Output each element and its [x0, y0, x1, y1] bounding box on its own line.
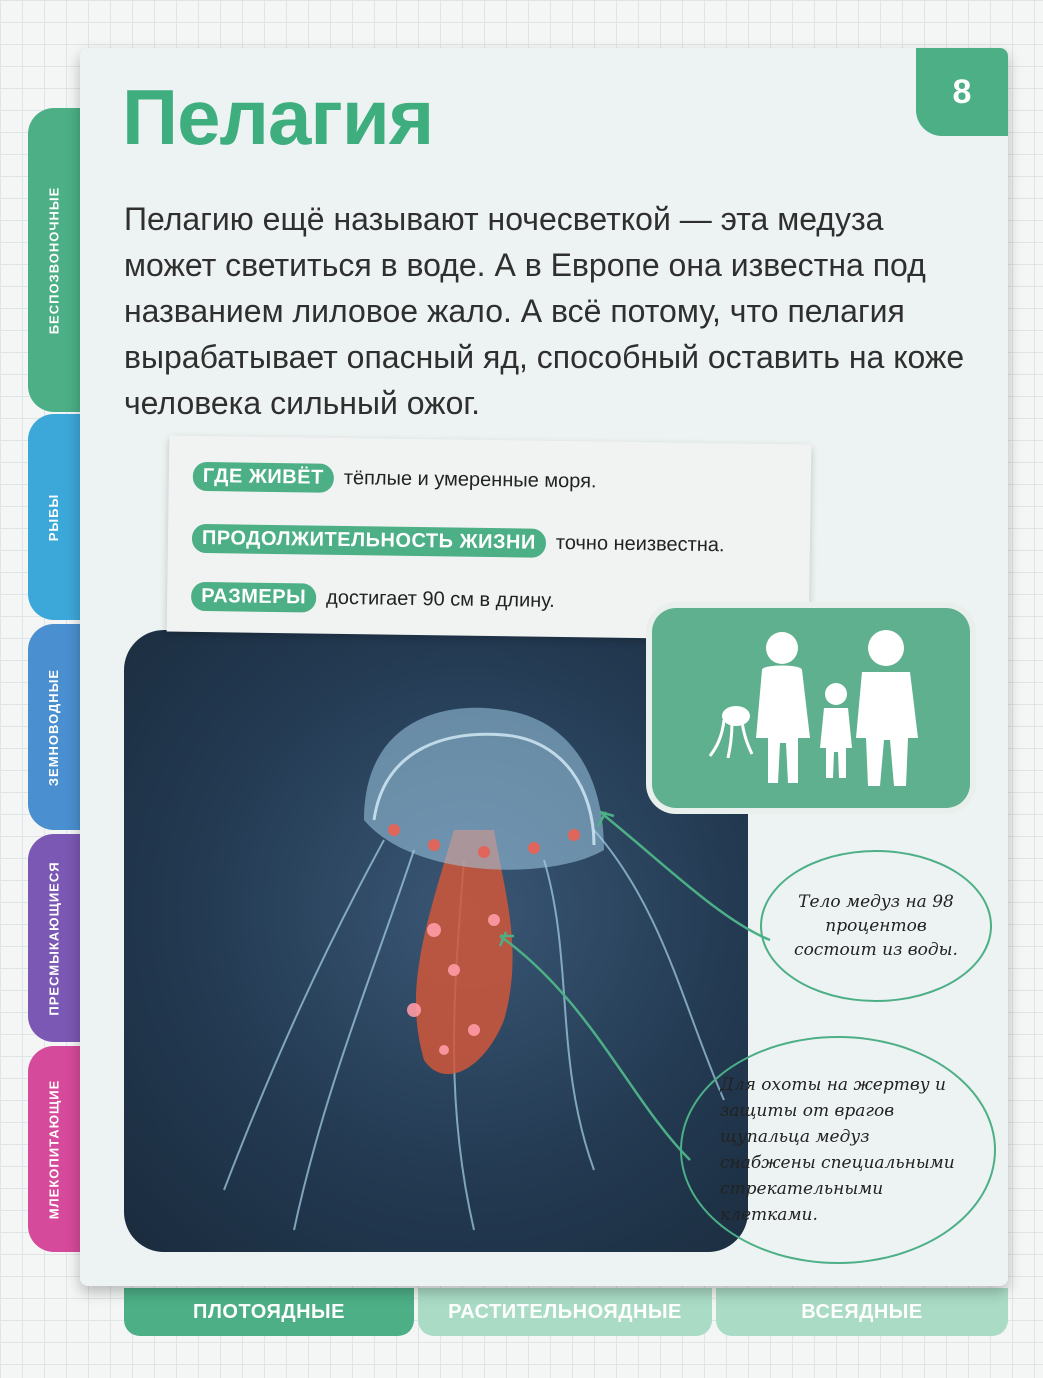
- page-title: Пелагия: [122, 73, 434, 161]
- side-tab-amphibians[interactable]: [28, 624, 80, 830]
- fact-value: тёплые и умеренные моря.: [343, 466, 597, 493]
- side-tab-invertebrates[interactable]: [28, 108, 80, 412]
- fact-habitat: [193, 462, 597, 497]
- callout-water-text: Тело медуз на 98 процентов состоит из воды.: [794, 892, 958, 960]
- side-tab-label: МЛЕКОПИТАЮЩИЕ: [46, 1079, 62, 1219]
- callout-water: [760, 850, 992, 1002]
- side-tab-mammals[interactable]: [28, 1046, 80, 1252]
- side-tab-label: ЗЕМНОВОДНЫЕ: [46, 668, 62, 786]
- callout-tentacles-text: Для охоты на жертву и защиты от врагов щупальца медуз снабжены специальными стрекательными клетками.: [720, 1075, 955, 1225]
- callout-tentacles: [680, 1036, 996, 1264]
- fact-label: ПРОДОЛЖИТЕЛЬНОСТЬ ЖИЗНИ: [192, 524, 546, 558]
- size-comparison-card: [652, 608, 970, 808]
- page-number-badge: 8: [916, 48, 1008, 136]
- tab-omnivores[interactable]: ВСЕЯДНЫЕ: [716, 1288, 1008, 1336]
- side-tab-fish[interactable]: [28, 414, 80, 620]
- fact-size: [191, 582, 555, 616]
- tab-herbivores[interactable]: РАСТИТЕЛЬНОЯДНЫЕ: [418, 1288, 712, 1336]
- family-silhouette-icon: [652, 608, 970, 808]
- fact-value: точно неизвестна.: [555, 531, 725, 557]
- fact-lifespan: [192, 524, 725, 560]
- fact-label: ГДЕ ЖИВЁТ: [193, 462, 334, 493]
- side-tab-label: ПРЕСМЫКАЮЩИЕСЯ: [46, 860, 62, 1016]
- intro-paragraph: Пелагию ещё называют ночесветкой — эта медуза может светиться в воде. А в Европе она известна под названием лиловое жало. А всё потому, что пелагия вырабатывает опасный яд, способный оставить на коже человека сильный ожог.: [124, 201, 965, 421]
- side-tab-label: БЕСПОЗВОНОЧНЫЕ: [46, 186, 62, 334]
- side-tab-label: РЫБЫ: [46, 493, 62, 541]
- tab-carnivores[interactable]: ПЛОТОЯДНЫЕ: [124, 1288, 414, 1336]
- fact-label: РАЗМЕРЫ: [191, 582, 316, 613]
- fact-value: достигает 90 см в длину.: [325, 586, 555, 612]
- side-tab-reptiles[interactable]: [28, 834, 80, 1042]
